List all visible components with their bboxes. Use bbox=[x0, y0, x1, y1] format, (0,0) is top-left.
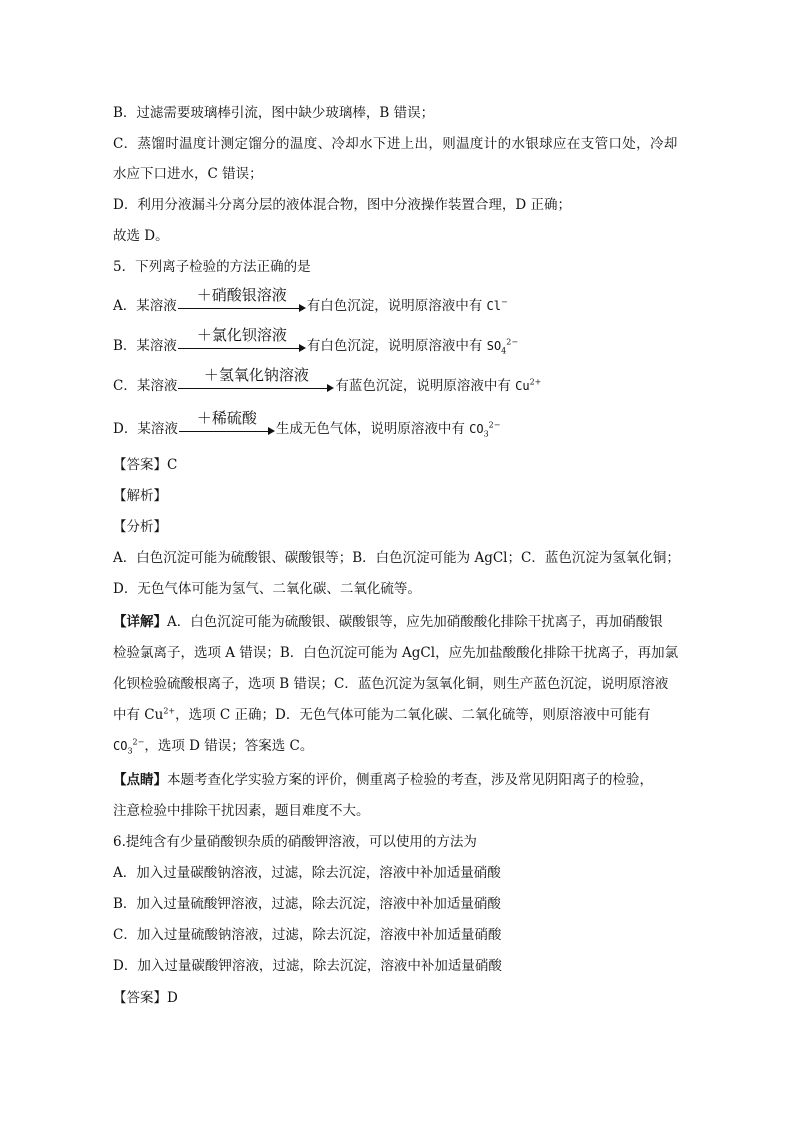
option-a-result: 有白色沉淀，说明原溶液中有 bbox=[306, 298, 487, 314]
q6-option-a: A．加入过量碳酸钠溶液，过滤，除去沉淀，溶液中补加适量硝酸 bbox=[113, 865, 501, 881]
option-b-prefix: B．某溶液 bbox=[113, 338, 177, 354]
detail-5-b: ，选项 D 错误；答案选 C。 bbox=[144, 738, 314, 754]
option-d-prefix: D．某溶液 bbox=[113, 421, 178, 437]
option-b-subscript: 4 bbox=[501, 346, 507, 356]
option-c-prefix: C．某溶液 bbox=[113, 378, 178, 394]
detail-5-charge: 2− bbox=[132, 737, 145, 747]
q5-option-b bbox=[113, 326, 519, 356]
fenxi-line-2: D．无色气体可能为氢气、二氧化碳、二氧化硫等。 bbox=[113, 581, 421, 597]
option-a-prefix: A．某溶液 bbox=[113, 298, 177, 314]
q6-stem: 6.提纯含有少量硝酸钡杂质的硝酸钾溶液，可以使用的方法为 bbox=[113, 834, 477, 850]
option-a-ion: Cl bbox=[486, 299, 501, 313]
option-d-result: 生成无色气体，说明原溶液中有 bbox=[275, 421, 470, 437]
option-b-reagent: ＋氯化钡溶液 bbox=[196, 326, 287, 344]
q6-option-b: B．加入过量硫酸钾溶液，过滤，除去沉淀，溶液中补加适量硝酸 bbox=[113, 896, 501, 912]
detail-4-a: 中有 Cu bbox=[113, 707, 164, 723]
option-c-reagent: ＋氢氧化钠溶液 bbox=[203, 366, 309, 384]
option-b-charge: 2− bbox=[506, 337, 519, 347]
prev-explanation-c1: C．蒸馏时温度计测定馏分的温度、冷却水下进上出，则温度计的水银球应在支管口处，冷却 bbox=[113, 136, 678, 152]
comment-line-1 bbox=[113, 770, 653, 790]
detail-5-a: CO bbox=[113, 739, 128, 753]
q6-option-d: D．加入过量碳酸钾溶液，过滤，除去沉淀，溶液中补加适量硝酸 bbox=[113, 958, 502, 974]
detail-line-3: 化钡检验硫酸根离子，选项 B 错误；C．蓝色沉淀为氢氧化铜，则生产蓝色沉淀，说明原溶液 bbox=[113, 676, 669, 692]
option-d-ion: CO bbox=[469, 422, 484, 436]
option-b-ion: SO bbox=[486, 339, 502, 353]
detail-4-b: ，选项 C 正确；D．无色气体可能为二氧化碳、二氧化硫等，则原溶液中可能有 bbox=[175, 707, 651, 723]
prev-conclusion: 故选 D。 bbox=[113, 228, 169, 244]
q5-answer: 【答案】C bbox=[113, 457, 178, 473]
q6-answer: 【答案】D bbox=[113, 990, 178, 1006]
q5-stem: 5．下列离子检验的方法正确的是 bbox=[113, 259, 311, 275]
option-a-reagent: ＋硝酸银溶液 bbox=[196, 286, 287, 304]
option-c-ion: Cu bbox=[515, 379, 530, 393]
comment-line-2: 注意检验中排除干扰因素，题目难度不大。 bbox=[113, 803, 370, 819]
reaction-arrow bbox=[179, 409, 275, 439]
option-d-charge: 2− bbox=[488, 420, 501, 430]
detail-label: 【详解】 bbox=[113, 614, 167, 630]
reaction-arrow bbox=[178, 286, 306, 316]
q6-option-c: C．加入过量硫酸钠溶液，过滤，除去沉淀，溶液中补加适量硝酸 bbox=[113, 927, 502, 943]
detail-line-5 bbox=[113, 736, 313, 756]
option-b-result: 有白色沉淀，说明原溶液中有 bbox=[306, 338, 487, 354]
prev-explanation-c2: 水应下口进水，C 错误； bbox=[113, 166, 263, 182]
fenxi-heading: 【分析】 bbox=[113, 519, 167, 535]
detail-5-subscript: 3 bbox=[127, 746, 133, 756]
analysis-heading: 【解析】 bbox=[113, 488, 167, 504]
option-c-charge: 2+ bbox=[529, 377, 542, 387]
fenxi-line-1: A．白色沉淀可能为硫酸银、碳酸银等；B．白色沉淀可能为 AgCl；C．蓝色沉淀为氢氧化铜； bbox=[113, 550, 680, 566]
option-c-result: 有蓝色沉淀，说明原溶液中有 bbox=[335, 378, 516, 394]
detail-text-1: A．白色沉淀可能为硫酸银、碳酸银等，应先加硝酸酸化排除干扰离子，再加硝酸银 bbox=[167, 614, 663, 630]
detail-line-4 bbox=[113, 705, 650, 725]
option-d-subscript: 3 bbox=[483, 429, 489, 439]
reaction-arrow bbox=[178, 366, 334, 396]
option-d-reagent: ＋稀硫酸 bbox=[196, 409, 257, 427]
reaction-arrow bbox=[178, 326, 306, 356]
q5-option-a bbox=[113, 286, 508, 316]
detail-line-2: 检验氯离子，选项 A 错误；B．白色沉淀可能为 AgCl，应先加盐酸酸化排除干扰离子，再加氯 bbox=[113, 645, 679, 661]
comment-text-1: 本题考查化学实验方案的评价，侧重离子检验的考查，涉及常见阴阳离子的检验， bbox=[167, 772, 653, 788]
prev-explanation-b: B．过滤需要玻璃棒引流，图中缺少玻璃棒，B 错误； bbox=[113, 105, 435, 121]
q5-option-d bbox=[113, 409, 501, 439]
comment-label: 【点睛】 bbox=[113, 772, 167, 788]
q5-option-c bbox=[113, 366, 542, 396]
detail-4-charge: 2+ bbox=[163, 706, 176, 716]
option-a-charge: − bbox=[501, 297, 508, 307]
prev-explanation-d: D．利用分液漏斗分离分层的液体混合物，图中分液操作装置合理，D 正确； bbox=[113, 197, 571, 213]
detail-line-1 bbox=[113, 612, 663, 632]
